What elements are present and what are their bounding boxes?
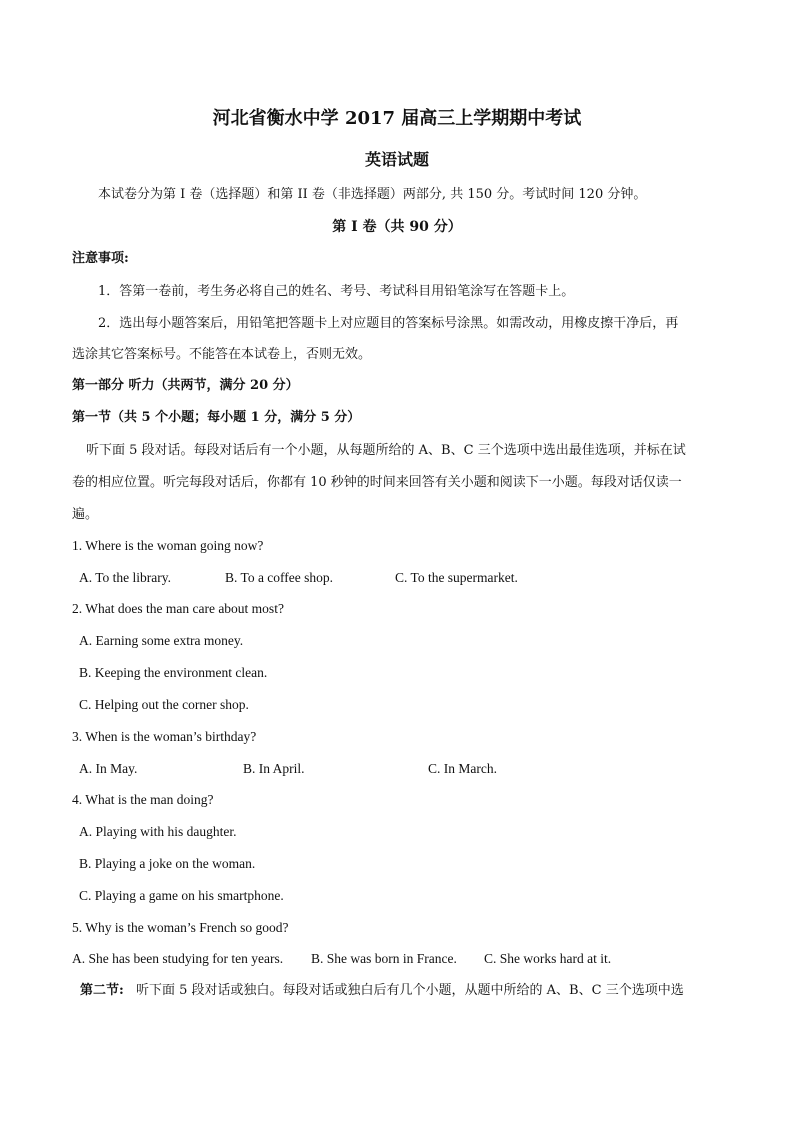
question-3-stem: 3. When is the woman’s birthday? (72, 729, 257, 744)
question-2-option-c: C. Helping out the corner shop. (79, 697, 249, 712)
question-5-option-c: C. She works hard at it. (484, 951, 612, 966)
question-3-option-b: B. In April. (243, 761, 305, 776)
question-5-option-a: A. She has been studying for ten years. (72, 951, 284, 966)
section1-heading: 第一节（共 5 个小题；每小题 1 分，满分 5 分） (72, 410, 361, 425)
page-subtitle: 英语试题 (364, 150, 429, 169)
question-3-option-c: C. In March. (428, 761, 497, 776)
question-4-option-b: B. Playing a joke on the woman. (79, 856, 256, 871)
notice-heading: 注意事项: (72, 251, 129, 266)
question-2-option-a: A. Earning some extra money. (79, 633, 244, 648)
notice-item-2-line2: 选涂其它答案标号。不能答在本试卷上，否则无效。 (72, 347, 372, 362)
page-title: 河北省衡水中学 2017 届高三上学期期中考试 (212, 108, 582, 129)
question-5-stem: 5. Why is the woman’s French so good? (72, 920, 289, 935)
question-4-stem: 4. What is the man doing? (72, 792, 214, 807)
instructions-line-3: 遍。 (72, 507, 99, 522)
section2-text: 听下面 5 段对话或独白。每段对话或独白后有几个小题，从题中所给的 A、B、C 三个选项中选 (136, 983, 684, 998)
question-2-stem: 2. What does the man care about most? (72, 601, 284, 616)
question-1-stem: 1. Where is the woman going now? (72, 538, 264, 553)
question-1-option-a: A. To the library. (79, 570, 172, 585)
volume-title: 第 I 卷（共 90 分） (332, 219, 462, 235)
question-3-option-a: A. In May. (79, 761, 138, 776)
question-4-option-a: A. Playing with his daughter. (79, 824, 237, 839)
question-4-option-c: C. Playing a game on his smartphone. (79, 888, 284, 903)
notice-item-2-line1: 2．选出每小题答案后，用铅笔把答题卡上对应题目的答案标号涂黑。如需改动，用橡皮擦干净后，再 (98, 316, 679, 331)
instructions-line-2: 卷的相应位置。听完每段对话后，你都有 10 秒钟的时间来回答有关小题和阅读下一小题。每段对话仅读一 (72, 475, 682, 490)
question-2-option-b: B. Keeping the environment clean. (79, 665, 268, 680)
instructions-line-1: 听下面 5 段对话。每段对话后有一个小题，从每题所给的 A、B、C 三个选项中选出最佳选项，并标在试 (86, 443, 686, 458)
question-1-option-c: C. To the supermarket. (395, 570, 518, 585)
part1-heading: 第一部分 听力（共两节，满分 20 分） (72, 378, 299, 393)
section2-label: 第二节: (80, 983, 124, 998)
notice-item-1: 1．答第一卷前，考生务必将自己的姓名、考号、考试科目用铅笔涂写在答题卡上。 (98, 284, 575, 299)
question-1-option-b: B. To a coffee shop. (225, 570, 334, 585)
question-5-option-b: B. She was born in France. (311, 951, 457, 966)
exam-intro: 本试卷分为第 I 卷（选择题）和第 II 卷（非选择题）两部分, 共 150 分。考试时间 120 分钟。 (98, 187, 647, 202)
